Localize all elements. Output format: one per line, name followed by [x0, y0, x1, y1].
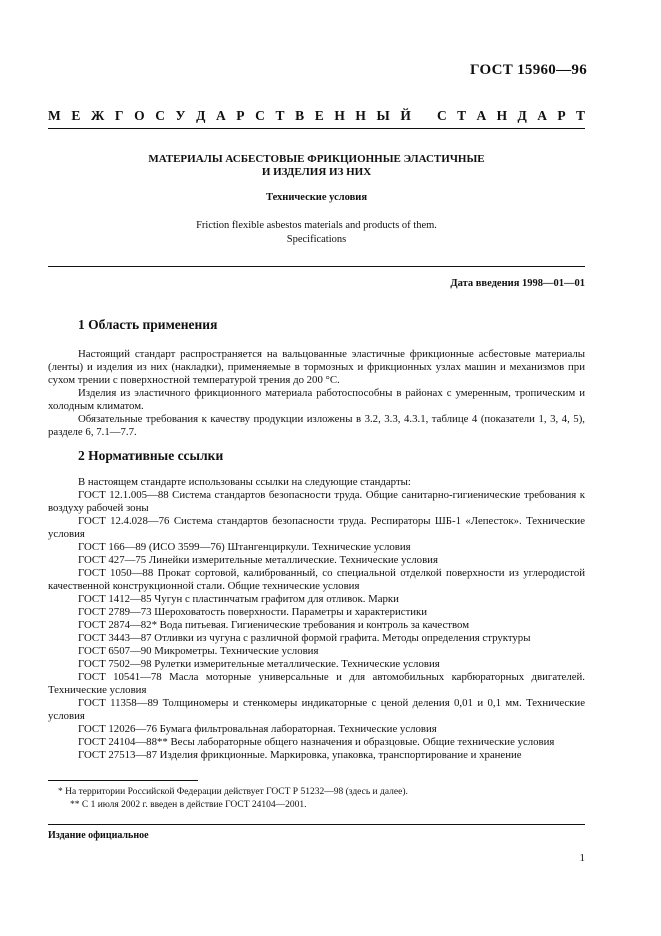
english-title — [48, 219, 585, 247]
title-line: И ИЗДЕЛИЯ ИЗ НИХ — [261, 166, 372, 178]
letter: В — [295, 108, 305, 123]
letter: У — [175, 108, 186, 123]
standard-word — [437, 108, 585, 124]
reference-item: ГОСТ 1050—88 Прокат сортовой, калиброванный, со специальной отделкой поверхности из углеродистой качественной конструкционной стали. Общие технические условия — [48, 567, 585, 592]
letter: Й — [400, 108, 411, 123]
reference-item: ГОСТ 12.1.005—88 Система стандартов безопасности труда. Общие санитарно-гигиенические требования к воздуху рабочей зоны — [48, 489, 585, 514]
letter: А — [215, 108, 226, 123]
reference-item: ГОСТ 24104—88** Весы лабораторные общего назначения и образцовые. Общие технические условия — [78, 736, 555, 748]
letter: М — [48, 108, 61, 123]
letter: Е — [314, 108, 324, 123]
letter: А — [537, 108, 547, 123]
english-title-line: Friction flexible asbestos materials and products of them. — [196, 220, 437, 231]
letter: Д — [196, 108, 206, 123]
paragraph: Настоящий стандарт распространяется на вальцованные эластичные фрикционные асбестовые материалы (ленты) и изделия из них (накладки), применяемые в тормозных и фрикционных узлах машин и механизмов при сухом трении с поверхностной температурой трения до 200 °С. — [48, 348, 585, 386]
letter: С — [437, 108, 447, 123]
reference-item: ГОСТ 1412—85 Чугун с пластинчатым графитом для отливок. Марки — [78, 593, 399, 605]
letter: С — [155, 108, 165, 123]
letter: Е — [71, 108, 81, 123]
document-title — [48, 153, 585, 179]
letter: Р — [236, 108, 245, 123]
divider — [48, 128, 585, 129]
letter: Д — [517, 108, 527, 123]
letter: А — [476, 108, 487, 123]
letter: С — [255, 108, 265, 123]
reference-item: ГОСТ 7502—98 Рулетки измерительные металлические. Технические условия — [78, 658, 440, 670]
section-heading: 1 Область применения — [78, 317, 218, 332]
document-subtitle: Технические условия — [265, 192, 368, 203]
footnote: ** С 1 июля 2002 г. введен в действие ГОСТ 24104—2001. — [70, 800, 307, 810]
reference-item: ГОСТ 10541—78 Масла моторные универсальные и для автомобильных карбюраторных двигателей. Технические условия — [48, 671, 585, 696]
reference-item: ГОСТ 3443—87 Отливки из чугуна с различной формой графита. Методы определения структуры — [78, 632, 531, 644]
letter: Ы — [376, 108, 390, 123]
official-edition-label: Издание официальное — [48, 830, 149, 841]
letter: Н — [334, 108, 345, 123]
letter: Н — [496, 108, 508, 123]
divider — [48, 266, 585, 267]
paragraph: Обязательные требования к качеству продукции изложены в 3.2, 3.3, 4.3.1, таблице 4 (показатели 1, 3, 4, 5), разделе 6, 7.1—7.7. — [48, 413, 585, 438]
reference-item: ГОСТ 2874—82* Вода питьевая. Гигиенические требования и контроль за качеством — [78, 619, 470, 631]
reference-item: ГОСТ 6507—90 Микрометры. Технические условия — [78, 645, 319, 657]
paragraph: Изделия из эластичного фрикционного материала работоспособны в районах с умеренным, тропическим и холодным климатом. — [48, 387, 585, 412]
reference-item: ГОСТ 27513—87 Изделия фрикционные. Маркировка, упаковка, транспортирование и хранение — [78, 749, 522, 761]
interstate-word — [48, 108, 411, 124]
reference-item: ГОСТ 166—89 (ИСО 3599—76) Штангенциркули. Технические условия — [78, 541, 411, 553]
page-number: 1 — [579, 852, 585, 864]
introduction-date: Дата введения 1998—01—01 — [450, 278, 585, 289]
section-body — [48, 348, 585, 439]
letter: Р — [557, 108, 566, 123]
reference-item: ГОСТ 12.4.028—76 Система стандартов безопасности труда. Респираторы ШБ-1 «Лепесток». Технические условия — [48, 515, 585, 540]
reference-item: ГОСТ 11358—89 Толщиномеры и стенкомеры индикаторные с ценой деления 0,01 и 0,1 мм. Технические условия — [48, 697, 585, 722]
letter: Г — [114, 108, 124, 123]
letter: Н — [355, 108, 366, 123]
title-line: МАТЕРИАЛЫ АСБЕСТОВЫЕ ФРИКЦИОННЫЕ ЭЛАСТИЧНЫЕ — [148, 153, 485, 165]
reference-item: ГОСТ 2789—73 Шероховатость поверхности. Параметры и характеристики — [78, 606, 428, 618]
reference-item: ГОСТ 427—75 Линейки измерительные металлические. Технические условия — [78, 554, 438, 566]
letter: Т — [275, 108, 285, 123]
letter: Т — [575, 108, 585, 123]
section-body — [48, 476, 585, 762]
footnote: * На территории Российской Федерации действует ГОСТ Р 51232—98 (здесь и далее). — [58, 787, 408, 797]
section-heading: 2 Нормативные ссылки — [78, 448, 224, 463]
footnote-rule — [48, 780, 198, 781]
letter: О — [134, 108, 145, 123]
divider — [48, 824, 585, 825]
letter: Ж — [90, 108, 105, 123]
paragraph: В настоящем стандарте использованы ссылки на следующие стандарты: — [78, 476, 411, 488]
english-title-line: Specifications — [286, 234, 347, 245]
letter: Т — [457, 108, 467, 123]
footnotes — [48, 786, 585, 812]
gost-code: ГОСТ 15960—96 — [469, 62, 587, 78]
interstate-standard-heading — [48, 108, 585, 124]
reference-item: ГОСТ 12026—76 Бумага фильтровальная лабораторная. Технические условия — [78, 723, 437, 735]
